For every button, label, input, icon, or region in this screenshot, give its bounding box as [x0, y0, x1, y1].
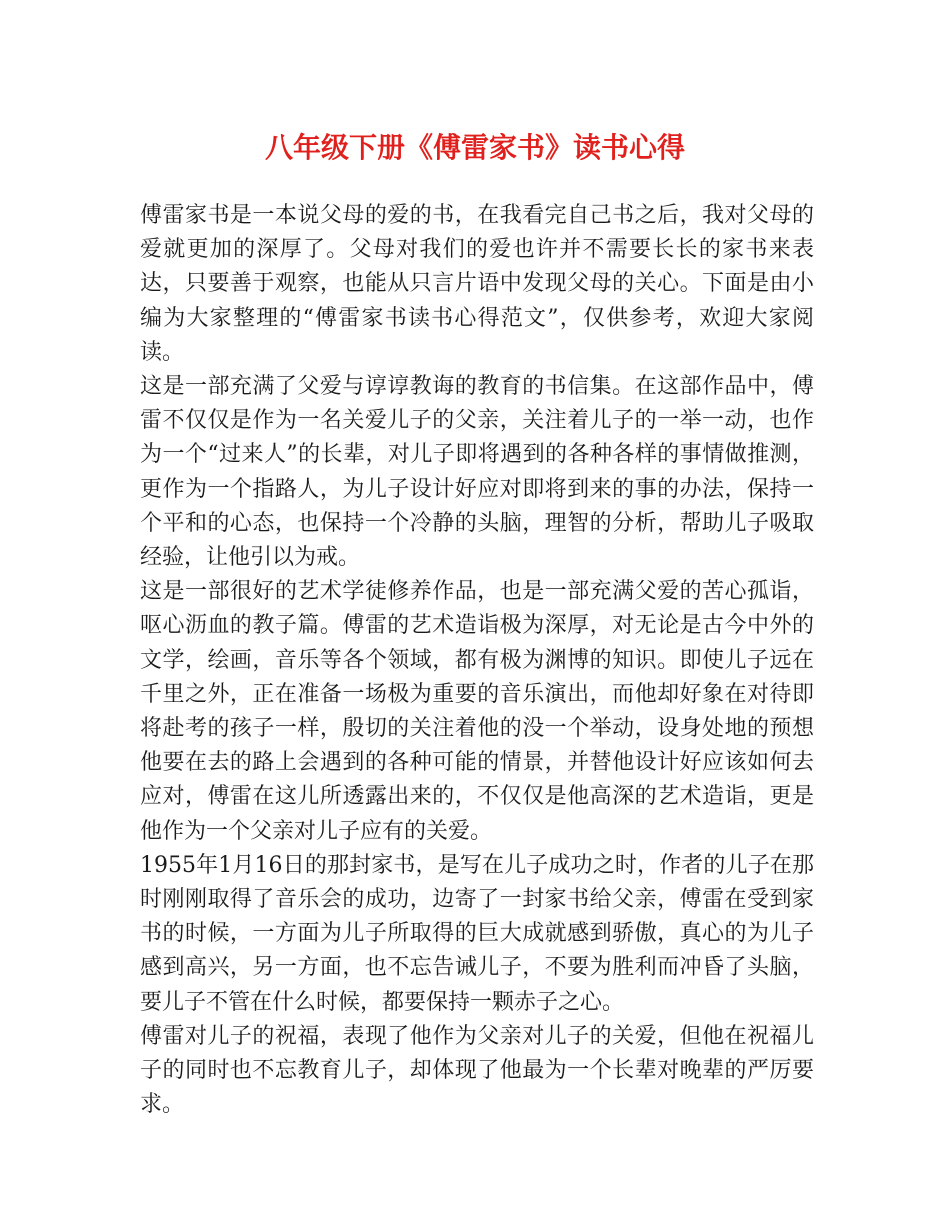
- document-body: [140, 199, 814, 1122]
- paragraph-letters-collection: 这是一部充满了父爱与谆谆教诲的教育的书信集。在这部作品中，傅雷不仅仅是作为一名关爱儿子的父亲，关注着儿子的一举一动，也作为一个“过来人”的长辈，对儿子即将遇到的各种各样的事情做推测，更作为一个指路人，为儿子设计好应对即将到来的事的办法，保持一个平和的心态，也保持一个冷静的头脑，理智的分析，帮助儿子吸取经验，让他引以为戒。: [140, 374, 814, 571]
- paragraph-blessing: 傅雷对儿子的祝福，表现了他作为父亲对儿子的关爱，但他在祝福儿子的同时也不忘教育儿子，却体现了他最为一个长辈对晚辈的严厉要求。: [140, 1023, 814, 1118]
- paragraph-art-apprentice: 这是一部很好的艺术学徒修养作品，也是一部充满父爱的苦心孤诣，呕心沥血的教子篇。傅雷的艺术造诣极为深厚，对无论是古今中外的文学，绘画，音乐等各个领域，都有极为渊博的知识。即使儿子远在千里之外，正在准备一场极为重要的音乐演出，而他却好象在对待即将赴考的孩子一样，殷切的关注着他的没一个举动，设身处地的预想他要在去的路上会遇到的各种可能的情景，并替他设计好应该如何去应对，傅雷在这儿所透露出来的，不仅仅是他高深的艺术造诣，更是他作为一个父亲对儿子应有的关爱。: [140, 579, 814, 844]
- paragraph-intro: 傅雷家书是一本说父母的爱的书，在我看完自己书之后，我对父母的爱就更加的深厚了。父母对我们的爱也许并不需要长长的家书来表达，只要善于观察，也能从只言片语中发现父母的关心。下面是由小编为大家整理的“傅雷家书读书心得范文”，仅供参考，欢迎大家阅读。: [140, 203, 814, 365]
- paragraph-1955-letter: 1955年1月16日的那封家书，是写在儿子成功之时，作者的儿子在那时刚刚取得了音乐会的成功，边寄了一封家书给父亲，傅雷在受到家书的时候，一方面为儿子所取得的巨大成就感到骄傲，真心的为儿子感到高兴，另一方面，也不忘告诫儿子，不要为胜利而冲昏了头脑，要儿子不管在什么时候，都要保持一颗赤子之心。: [140, 852, 814, 1015]
- document-title: 八年级下册《傅雷家书》读书心得: [264, 131, 685, 164]
